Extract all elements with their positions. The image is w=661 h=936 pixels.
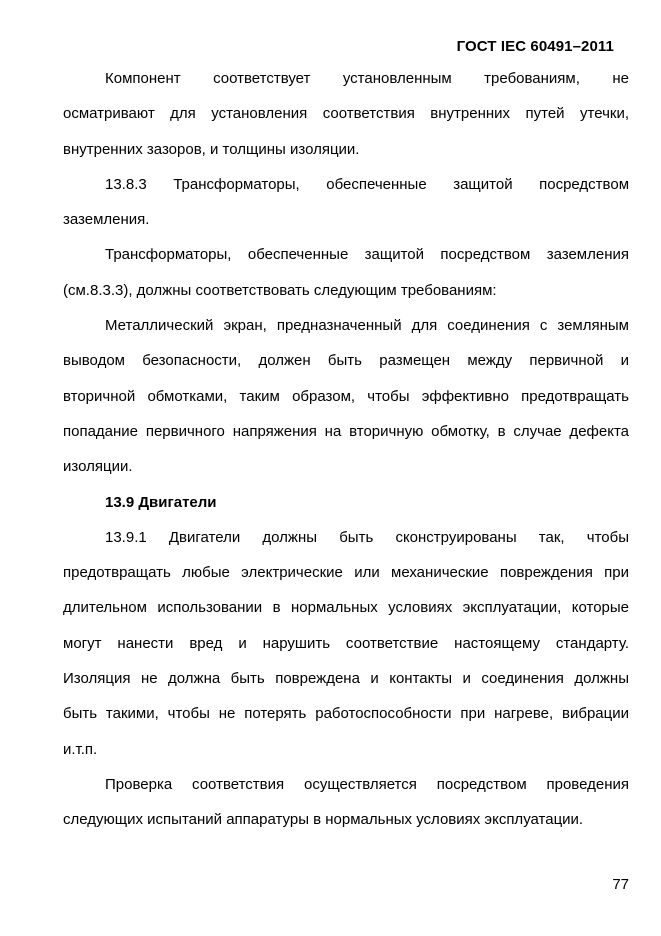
text-line: изоляции. [63, 458, 133, 476]
text-line: длительном использовании в нормальных условиях эксплуатации, которые [63, 599, 629, 617]
text-line: (см.8.3.3), должны соответствовать следующим требованиям: [63, 281, 497, 299]
text-line: следующих испытаний аппаратуры в нормальных условиях эксплуатации. [63, 811, 584, 829]
document-code-header: ГОСТ IEC 60491–2011 [456, 38, 614, 55]
text-line: попадание первичного напряжения на вторичную обмотку, в случае дефекта [63, 422, 629, 440]
page-number: 77 [612, 876, 629, 893]
text-line: Компонент соответствует установленным требованиям, не [105, 70, 629, 87]
text-line: и.т.п. [63, 740, 98, 758]
text-line: быть такими, чтобы не потерять работоспособности при нагреве, вибрации [63, 705, 629, 723]
text-line: выводом безопасности, должен быть размещен между первичной и [63, 352, 629, 370]
section-13-8-3-heading [63, 167, 629, 238]
text-line: Трансформаторы, обеспеченные защитой посредством заземления [105, 246, 629, 264]
text-line: могут нанести вред и нарушить соответствие настоящему стандарту. [63, 634, 629, 652]
paragraph-compliance-check [63, 767, 629, 838]
page-body [63, 61, 629, 838]
text-line: заземления. [63, 211, 150, 229]
text-line: 13.9.1 Двигатели должны быть сконструированы так, чтобы [105, 528, 629, 546]
text-line: внутренних зазоров, и толщины изоляции. [63, 140, 360, 158]
paragraph-motors-requirements [63, 520, 629, 767]
section-13-9-heading [63, 485, 629, 520]
paragraph-metal-screen [63, 308, 629, 484]
text-line: 13.8.3 Трансформаторы, обеспеченные защитой посредством [105, 175, 629, 193]
text-line: Проверка соответствия осуществляется посредством проведения [105, 775, 629, 793]
text-line: Металлический экран, предназначенный для соединения с земляным [105, 317, 629, 335]
text-line: Изоляция не должна быть повреждена и контакты и соединения должны [63, 670, 629, 688]
text-line: предотвращать любые электрические или механические повреждения при [63, 564, 629, 582]
section-heading: 13.9 Двигатели [105, 493, 217, 511]
text-line: вторичной обмотками, таким образом, чтобы эффективно предотвращать [63, 387, 629, 405]
paragraph-component-compliance [63, 61, 629, 167]
text-line: осматривают для установления соответствия внутренних путей утечки, [63, 105, 629, 123]
paragraph-transformer-requirements [63, 237, 629, 308]
